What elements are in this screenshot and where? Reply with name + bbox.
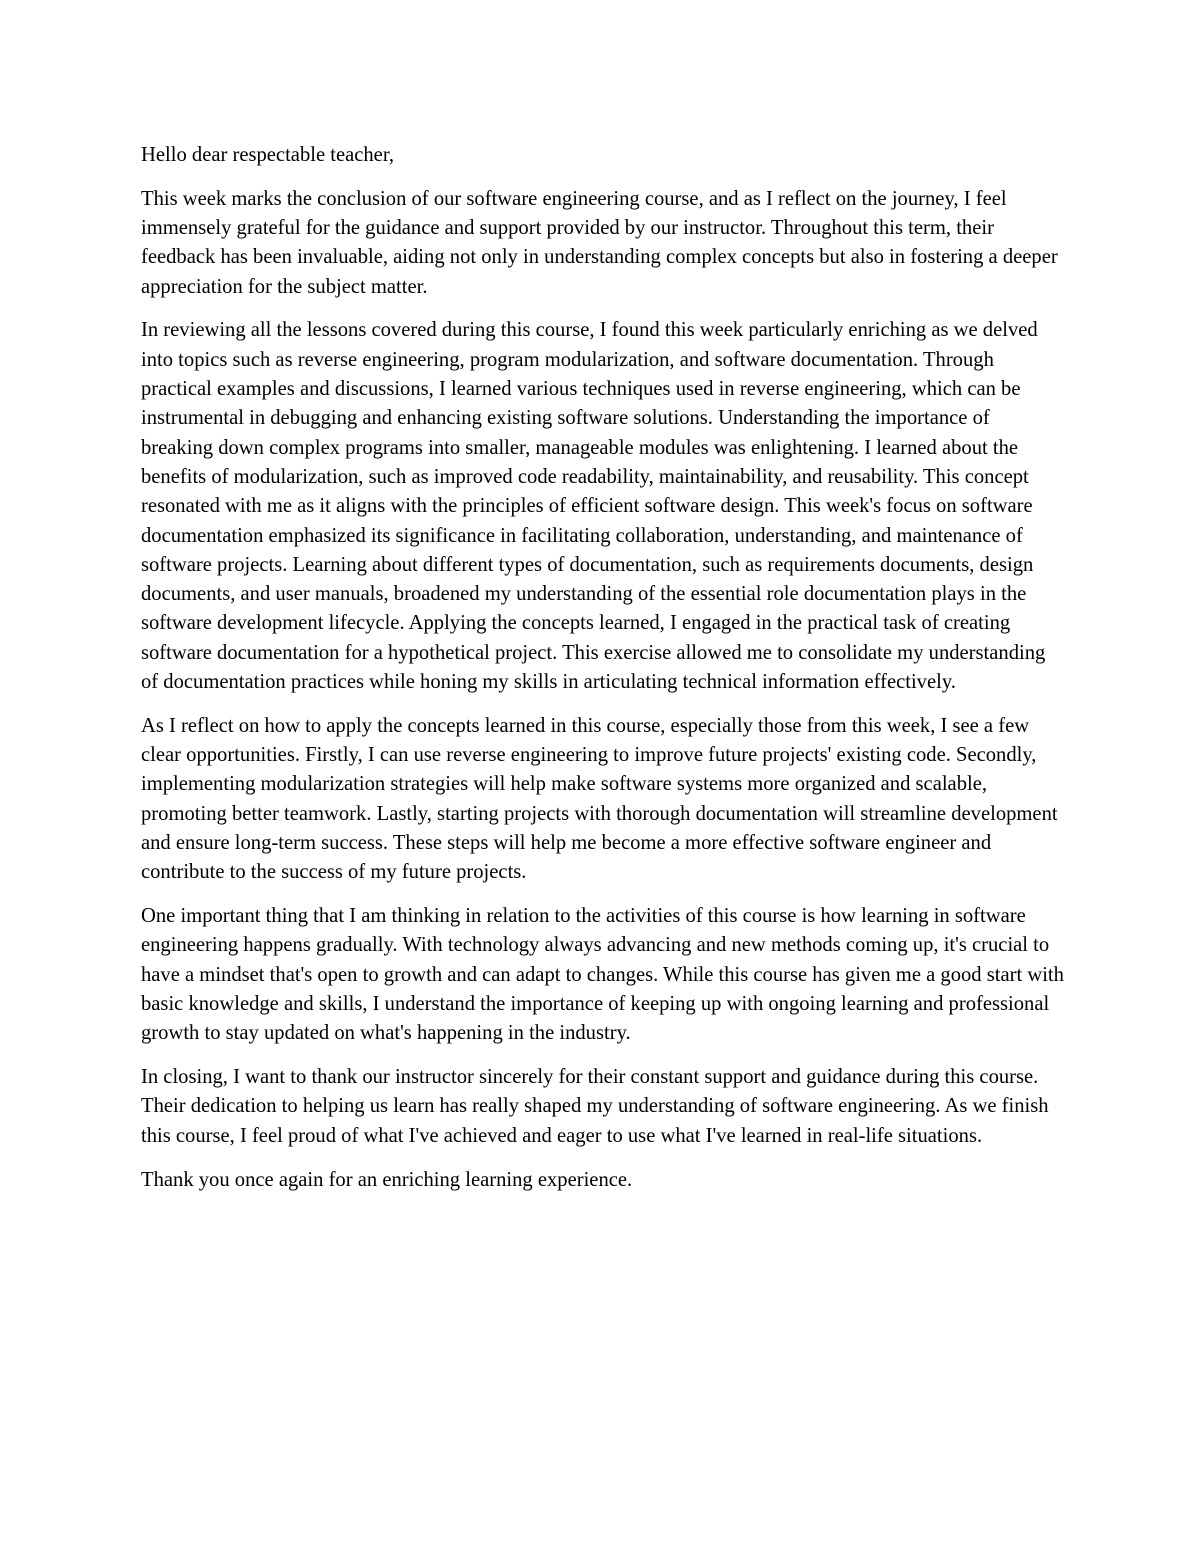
document-body [141,141,1066,1209]
paragraph-continuous-learning: One important thing that I am thinking in relation to the activities of this course is how learning in software engineering happens gradually. With technology always advancing and new methods coming up, it's crucial to have a mindset that's open to growth and can adapt to changes. While this course has given me a good start with basic knowledge and skills, I understand the importance of keeping up with ongoing learning and professional growth to stay updated on what's happening in the industry. [141,905,1064,1045]
paragraph-applying-concepts: As I reflect on how to apply the concepts learned in this course, especially those from this week, I see a few clear opportunities. Firstly, I can use reverse engineering to improve future projects' existing code. Secondly, implementing modularization strategies will help make software systems more organized and scalable, promoting better teamwork. Lastly, starting projects with thorough documentation will streamline development and ensure long-term success. These steps will help me become a more effective software engineer and contribute to the success of my future projects. [141,714,1058,884]
paragraph-closing-thanks: In closing, I want to thank our instructor sincerely for their constant support and guidance during this course. Their dedication to helping us learn has really shaped my understanding of software engineering. As we finish this course, I feel proud of what I've achieved and eager to use what I've learned in real-life situations. [141,1066,1049,1147]
greeting-line: Hello dear respectable teacher, [141,144,395,166]
paragraph-reflection-intro: This week marks the conclusion of our software engineering course, and as I reflect on the journey, I feel immensely grateful for the guidance and support provided by our instructor. Throughout this term, their feedback has been invaluable, aiding not only in understanding complex concepts but also in fostering a deeper appreciation for the subject matter. [141,187,1058,298]
paragraph-lessons-review: In reviewing all the lessons covered during this course, I found this week particularly enriching as we delved into topics such as reverse engineering, program modularization, and software documentation. Through practical examples and discussions, I learned various techniques used in reverse engineering, which can be instrumental in debugging and enhancing existing software solutions. Understanding the importance of breaking down complex programs into smaller, manageable modules was enlightening. I learned about the benefits of modularization, such as improved code readability, maintainability, and reusability. This concept resonated with me as it aligns with the principles of efficient software design. This week's focus on software documentation emphasized its significance in facilitating collaboration, understanding, and maintenance of software projects. Learning about different types of documentation, such as requirements documents, design documents, and user manuals, broadened my understanding of the essential role documentation plays in the software development lifecycle. Applying the concepts learned, I engaged in the practical task of creating software documentation for a hypothetical project. This exercise allowed me to consolidate my understanding of documentation practices while honing my skills in articulating technical information effectively. [141,319,1046,694]
closing-line: Thank you once again for an enriching learning experience. [141,1168,633,1191]
